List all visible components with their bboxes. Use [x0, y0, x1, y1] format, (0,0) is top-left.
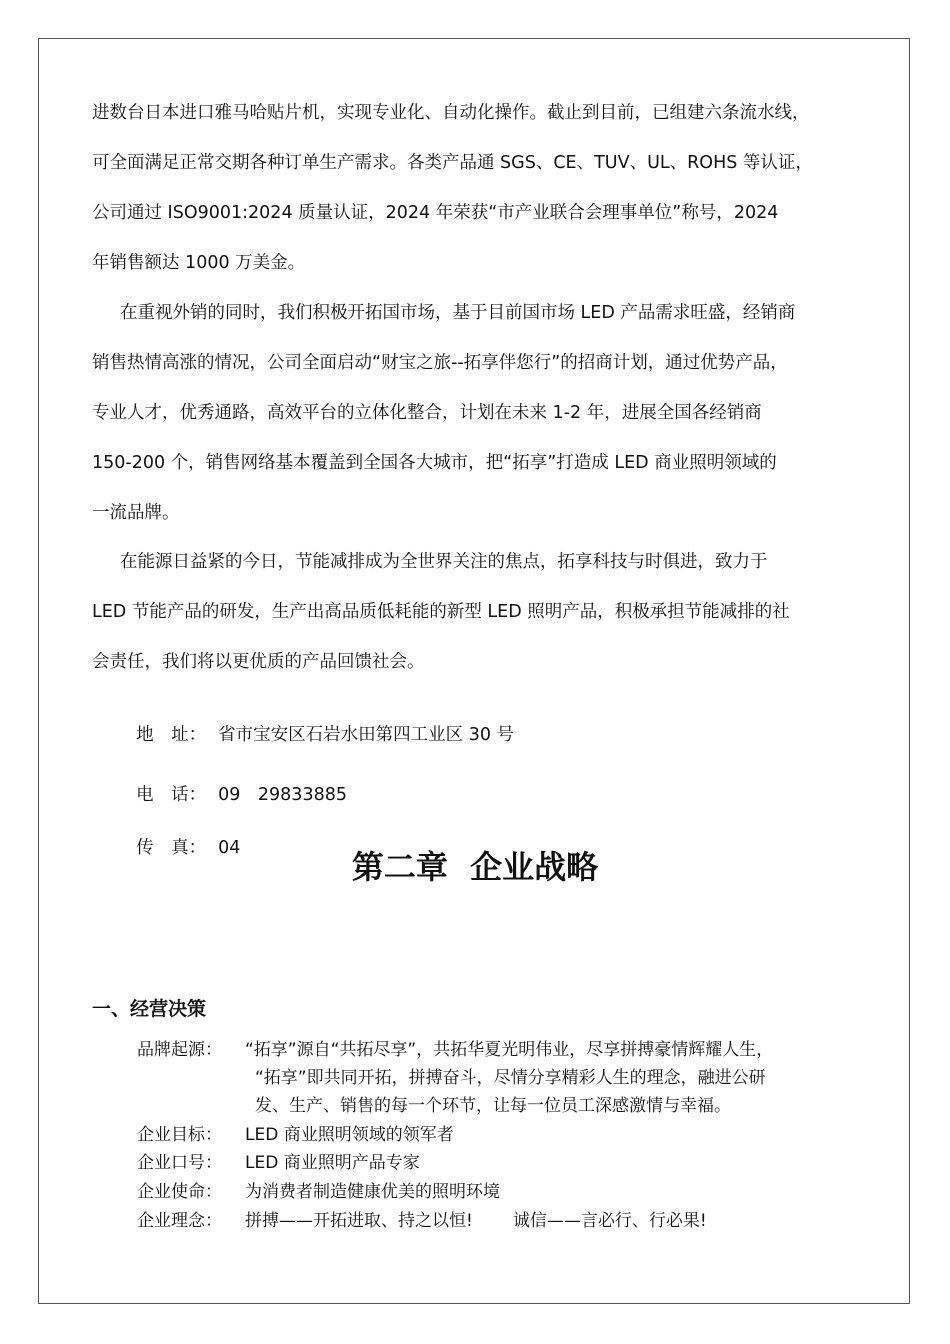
address-line — [125, 699, 514, 747]
phone-label: 电 话： — [136, 785, 207, 805]
text-line: 会责任，我们将以更优质的产品回馈社会。 — [92, 652, 425, 672]
intro-paragraph-2 — [92, 288, 868, 538]
slogan-label: 企业口号： — [137, 1153, 222, 1173]
slogan-value: LED 商业照明产品专家 — [245, 1153, 420, 1173]
brand-origin-text — [245, 1036, 871, 1120]
address-value: 省市宝安区石岩水田第四工业区 30 号 — [218, 725, 515, 745]
text-line: 进数台日本进口雅马哈贴片机，实现专业化、自动化操作。截止到目前，已组建六条流水线， — [92, 103, 810, 123]
chapter-title: 第二章 企业战略 — [351, 848, 599, 886]
text-line: “拓享”源自“共拓尽享”，共拓华夏光明伟业，尽享拼搏豪情辉耀人生， — [245, 1040, 774, 1060]
section-title: 一、经营决策 — [92, 998, 207, 1020]
philosophy-value-1: 拼搏——开拓进取、持之以恒! — [245, 1211, 473, 1231]
text-line: 150-200 个，销售网络基本覆盖到全国各大城市，把“拓享”打造成 LED 商业照明领域的 — [92, 453, 777, 473]
mission-value: 为消费者制造健康优美的照明环境 — [245, 1182, 500, 1202]
intro-paragraph-3 — [92, 537, 868, 687]
text-line: 年销售额达 1000 万美金。 — [92, 253, 306, 273]
text-line: 一流品牌。 — [92, 503, 180, 523]
text-line: 可全面满足正常交期各种订单生产需求。各类产品通 SGS、CE、TUV、UL、ROHS 等认证， — [92, 153, 813, 173]
address-label: 地 址： — [136, 725, 207, 745]
text-line: 专业人才，优秀通路，高效平台的立体化整合，计划在未来 1-2 年，进展全国各经销商 — [92, 403, 762, 423]
text-line: 销售热情高涨的情况，公司全面启动“财宝之旅--拓享伴您行”的招商计划，通过优势产品， — [92, 353, 788, 373]
text-line: 发、生产、销售的每一个环节，让每一位员工深感激情与幸福。 — [255, 1096, 731, 1116]
text-line: 公司通过 ISO9001:2024 质量认证，2024 年荣获“市产业联合会理事单位”称号，2024 — [92, 203, 779, 223]
intro-paragraph-1 — [92, 88, 868, 288]
text-line: 在重视外销的同时，我们积极开拓国市场，基于目前国市场 LED 产品需求旺盛，经销商 — [120, 303, 796, 323]
phone-line — [125, 759, 347, 807]
text-line: “拓享”即共同开拓，拼搏奋斗，尽情分享精彩人生的理念，融进公研 — [255, 1068, 766, 1088]
fax-value: 04 — [218, 838, 241, 858]
philosophy-value-2: 诚信——言必行、行必果! — [512, 1211, 707, 1231]
phone-value: 09 29833885 — [218, 785, 347, 805]
goal-value: LED 商业照明领域的领军者 — [245, 1125, 454, 1145]
goal-label: 企业目标： — [137, 1125, 222, 1145]
mission-label: 企业使命： — [137, 1182, 222, 1202]
fax-label: 传 真： — [136, 838, 207, 858]
philosophy-label: 企业理念： — [137, 1211, 222, 1231]
text-line: LED 节能产品的研发，生产出高品质低耗能的新型 LED 照明产品，积极承担节能减排的社 — [92, 602, 790, 622]
philosophy-value — [245, 1207, 707, 1235]
text-line: 在能源日益紧的今日，节能减排成为全世界关注的焦点，拓享科技与时俱进，致力于 — [120, 552, 768, 572]
brand-origin-label: 品牌起源： — [137, 1040, 222, 1060]
